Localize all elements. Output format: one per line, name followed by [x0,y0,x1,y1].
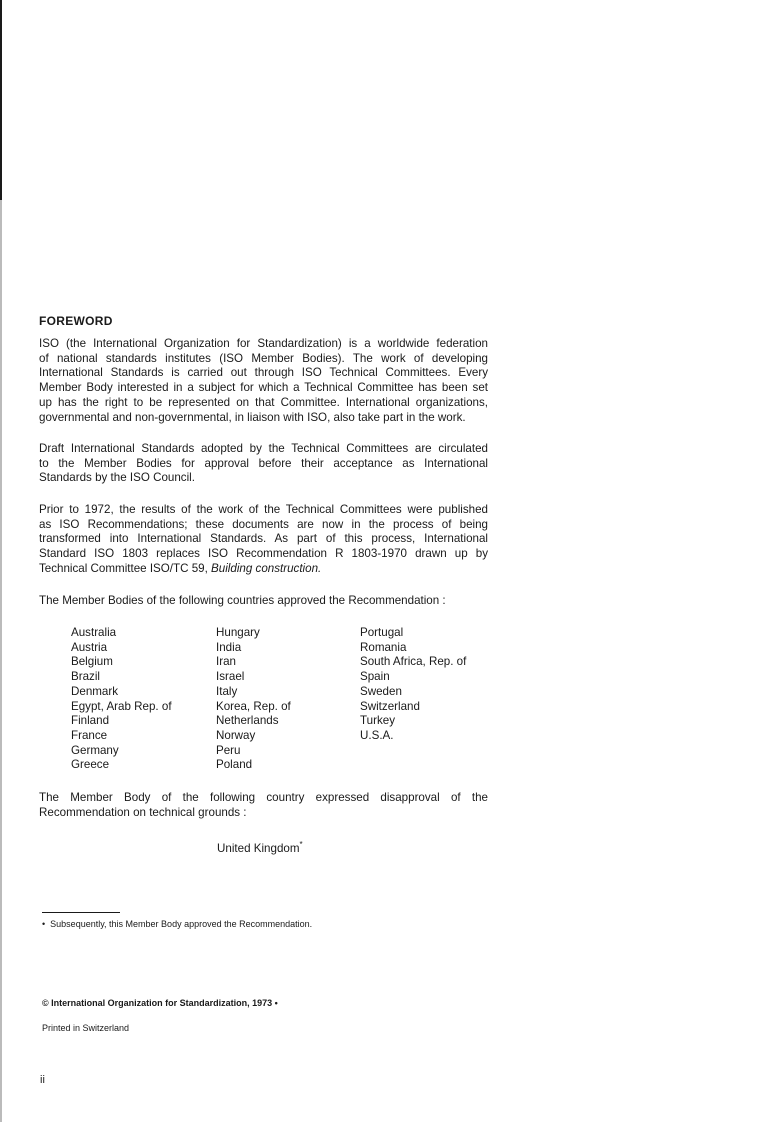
country-item: Sweden [360,684,402,698]
countries-column-2 [216,626,291,773]
text-line: ISO (the International Organization for Standardization) is a worldwide federation [39,337,488,350]
country-item: Germany [71,743,119,757]
text-line: of national standards institutes (ISO Member Bodies). The work of developing [39,351,488,365]
country-item: Belgium [71,655,113,669]
text-line: transformed into International Standards. As part of this process, International [39,532,488,546]
footnote-marker: • [42,919,46,929]
copyright-line: © International Organization for Standardization, 1973 • [42,998,278,1008]
approved-intro [39,594,488,609]
paragraph-disapproval [39,791,488,820]
text-line: International Standards is carried out through ISO Technical Committees. Every [39,366,488,380]
paragraph-draft-standards [39,442,488,486]
text-line: Standards by the ISO Council. [39,471,195,485]
country-name: United Kingdom [217,841,300,855]
country-item: Peru [216,743,241,757]
text-line: Member Body interested in a subject for which a Technical Committee has been set [39,381,488,395]
committee-title: Building construction. [211,561,322,575]
disapproving-country [217,838,303,857]
country-item: Iran [216,655,236,669]
paragraph-iso-intro [39,337,488,425]
country-item: Austria [71,640,108,654]
country-item: France [71,728,108,742]
country-item: South Africa, Rep. of [360,655,467,669]
country-item: Australia [71,626,117,639]
footnote [42,919,312,929]
country-item: Turkey [360,714,396,728]
text-segment: Technical Committee ISO/TC 59, [39,561,212,575]
text-line: up has the right to be represented on that Committee. International organizations, [39,395,488,409]
country-item: Portugal [360,626,404,639]
country-item: Korea, Rep. of [216,699,291,713]
country-item: Spain [360,670,390,684]
page-number: ii [40,1074,45,1086]
footnote-text: Subsequently, this Member Body approved the Recommendation. [50,919,313,929]
country-item: U.S.A. [360,728,394,742]
countries-column-3 [360,626,466,744]
text-line [39,562,488,577]
country-item: Switzerland [360,699,420,713]
country-item: Denmark [71,684,119,698]
country-item: Romania [360,640,407,654]
text-line: Prior to 1972, the results of the work of the Technical Committees were published [39,503,488,516]
country-item: Brazil [71,670,100,684]
paragraph-history [39,503,488,577]
text-line: Standard ISO 1803 replaces ISO Recommendation R 1803-1970 drawn up by [39,547,488,561]
text-line: Draft International Standards adopted by the Technical Committees are circulated [39,442,488,455]
text-line: governmental and non-governmental, in liaison with ISO, also take part in the work. [39,410,466,424]
country-item: Norway [216,728,256,742]
country-item: Poland [216,758,253,772]
page-title: FOREWORD [39,314,113,328]
country-item: Greece [71,758,110,772]
footnote-asterisk: * [299,840,303,849]
text-line: as ISO Recommendations; these documents are now in the process of being [39,517,488,531]
printed-in: Printed in Switzerland [42,1023,130,1033]
country-item: Egypt, Arab Rep. of [71,699,172,713]
text-line: Recommendation on technical grounds : [39,805,247,819]
footnote-divider [42,912,120,913]
page-edge [0,0,2,1122]
countries-column-1 [71,626,172,773]
text-line: The Member Bodies of the following countries approved the Recommendation : [39,594,446,607]
country-item: Italy [216,684,238,698]
text-line: to the Member Bodies for approval before their acceptance as International [39,456,488,470]
country-item: India [216,640,242,654]
country-item: Netherlands [216,714,279,728]
country-item: Hungary [216,626,260,639]
text-line: The Member Body of the following country expressed disapproval of the [39,791,488,804]
country-item: Israel [216,670,245,684]
country-item: Finland [71,714,110,728]
